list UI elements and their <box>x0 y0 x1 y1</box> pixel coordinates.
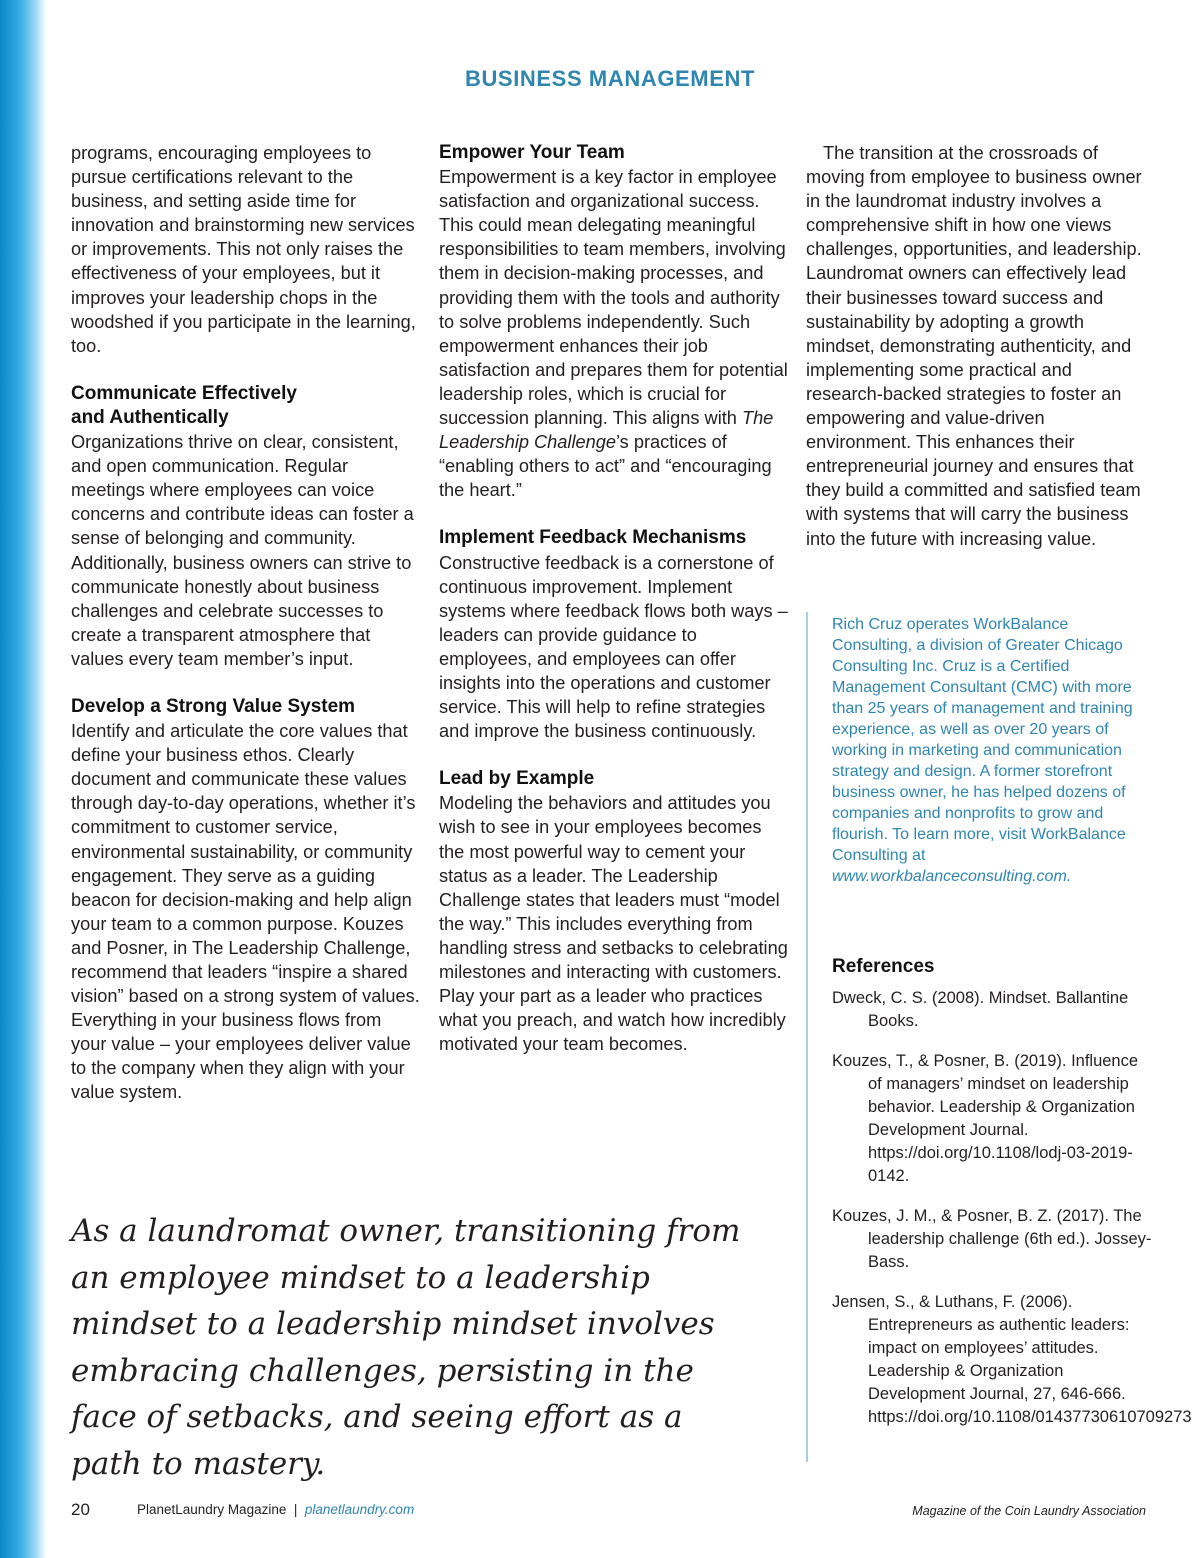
heading-communicate <box>71 382 421 430</box>
empower-paragraph <box>439 165 789 502</box>
empower-text-b: ’s practices of “enabling others to act” and “encouraging the heart.” <box>439 432 772 501</box>
reference-item: Jensen, S., & Luthans, F. (2006). Entrepreneurs as authentic leaders: impact on employees’ attitudes. Leadership & Organization Development Journal, 27, 646-666. https://doi.org/10.1108/01437730610709273 <box>832 1293 1192 1426</box>
footer-magazine <box>137 1502 414 1517</box>
heading-communicate-line1: Communicate Effectively <box>71 382 297 404</box>
bio-divider-rule <box>806 612 808 1462</box>
heading-value-system: Develop a Strong Value System <box>71 695 356 717</box>
author-bio-text <box>832 614 1152 887</box>
reference-item: Dweck, C. S. (2008). Mindset. Ballantine Books. <box>832 989 1129 1030</box>
value-system-paragraph: Identify and articulate the core values that define your business ethos. Clearly document and communicate these values through day-to-day operations, whether it’s commitment to customer service, environmental sustainability, or community engagement. They serve as a guiding beacon for decision-making and help align your team to a common purpose. Kouzes and Posner, in The Leadership Challenge, recommend that leaders “inspire a shared vision” based on a strong system of values. Everything in your business flows from your value – your employees deliver value to the company when they align with your value system. <box>71 721 420 1103</box>
heading-feedback: Implement Feedback Mechanisms <box>439 527 747 549</box>
footer-website-link[interactable]: planetlaundry.com <box>304 1502 415 1517</box>
feedback-paragraph: Constructive feedback is a cornerstone of continuous improvement. Implement systems where feedback flows both ways – leaders can provide guidance to employees, and employees can offer insights into the operations and customer service. This will help to refine strategies and improve the business continuously. <box>439 552 788 742</box>
references-list <box>832 987 1192 1446</box>
article-column-3 <box>806 141 1151 551</box>
empower-book-title: The Leadership Challenge <box>439 408 774 453</box>
empower-text-a: Empowerment is a key factor in employee satisfaction and organizational success. This could mean delegating meaningful responsibilities to team members, involving them in decision-making processes, and providing them with the tools and authority to solve problems independently. Such empowerment enhances their job satisfaction and prepares them for potential leadership roles, which is crucial for succession planning. This aligns with <box>439 167 788 429</box>
reference-item: Kouzes, T., & Posner, B. (2019). Influence of managers’ mindset on leadership behavior. Leadership & Organization Development Journal. https://doi.org/10.1108/lodj-03-2019-0142. <box>832 1052 1139 1185</box>
footer-association: Magazine of the Coin Laundry Association <box>912 1504 1146 1518</box>
page-number: 20 <box>71 1500 90 1519</box>
lead-by-example-paragraph: Modeling the behaviors and attitudes you wish to see in your employees becomes the most powerful way to cement your status as a leader. The Leadership Challenge states that leaders must “model the way.” This includes everything from handling stress and setbacks to celebrating milestones and interacting with customers. Play your part as a leader who practices what you preach, and watch how incredibly motivated your team becomes. <box>439 793 788 1055</box>
article-column-2 <box>439 141 789 1056</box>
heading-communicate-line2: and Authentically <box>71 406 229 428</box>
intro-paragraph: programs, encouraging employees to pursue certifications relevant to the business, and setting aside time for innovation and brainstorming new services or improvements. This not only raises the effectiveness of your employees, but it improves your leadership chops in the woodshed if you participate in the learning, too. <box>71 143 416 356</box>
author-bio-body: Rich Cruz operates WorkBalance Consulting, a division of Greater Chicago Consulting Inc. Cruz is a Certified Management Consultant (CMC) with more than 25 years of management and training experience, as well as over 20 years of working in marketing and communication strategy and design. A former storefront business owner, he has helped dozens of companies and nonprofits to grow and flourish. To learn more, visit WorkBalance Consulting at <box>832 616 1133 864</box>
author-website-link[interactable]: www.workbalanceconsulting.com. <box>832 868 1072 885</box>
references-heading: References <box>832 956 935 977</box>
heading-lead-by-example: Lead by Example <box>439 768 595 790</box>
pull-quote: As a laundromat owner, transitioning from an employee mindset to a leadership mindset to a leadership mindset involves embracing challenges, persisting in the face of setbacks, and seeing effort as a path to mastery. <box>71 1213 741 1482</box>
page-edge-color-bar <box>0 0 46 1558</box>
footer-magazine-name: PlanetLaundry Magazine | <box>137 1502 305 1517</box>
reference-item: Kouzes, J. M., & Posner, B. Z. (2017). The leadership challenge (6th ed.). Jossey-Bass. <box>832 1207 1152 1271</box>
section-title: BUSINESS MANAGEMENT <box>464 66 756 91</box>
heading-empower: Empower Your Team <box>439 142 625 163</box>
article-column-1 <box>71 141 421 1105</box>
communicate-paragraph: Organizations thrive on clear, consistent, and open communication. Regular meetings where employees can voice concerns and contribute ideas can foster a sense of belonging and community. Additionally, business owners can strive to communicate honestly about business challenges and celebrate successes to create a transparent atmosphere that values every team member’s input. <box>71 432 414 669</box>
author-bio <box>832 614 1152 887</box>
conclusion-paragraph: The transition at the crossroads of moving from employee to business owner in the laundromat industry involves a comprehensive shift in how one views challenges, opportunities, and leadership. Laundromat owners can effectively lead their businesses toward success and sustainability by adopting a growth mindset, demonstrating authenticity, and implementing some practical and research-backed strategies to foster an empowering and value-driven environment. This enhances their entrepreneurial journey and ensures that they build a committed and satisfied team with systems that will carry the business into the future with increasing value. <box>806 143 1142 549</box>
